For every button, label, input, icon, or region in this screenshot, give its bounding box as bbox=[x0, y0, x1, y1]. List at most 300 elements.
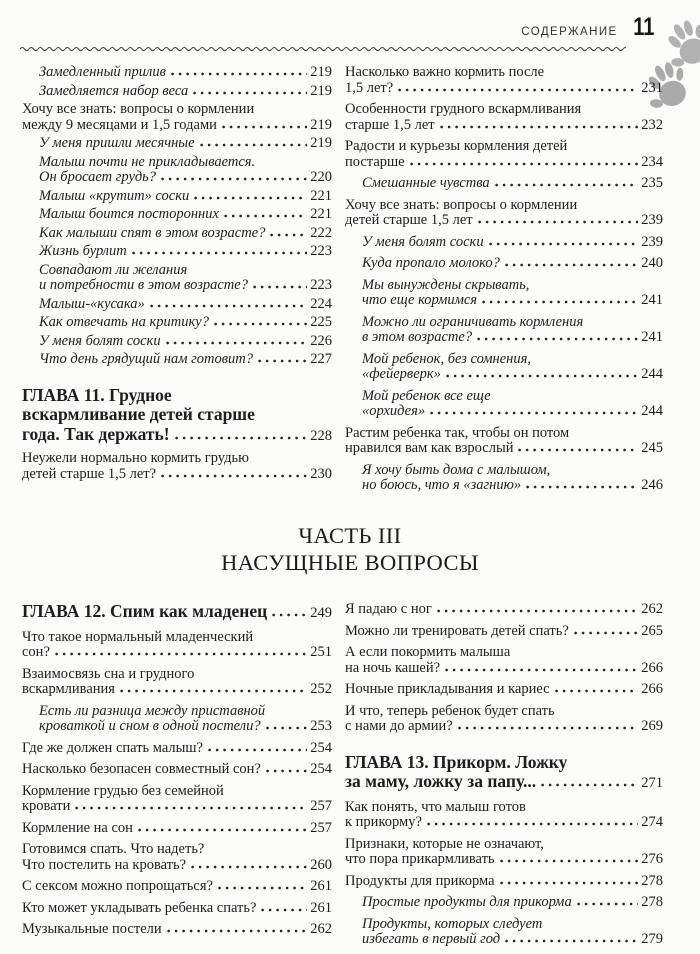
toc-section-top bbox=[22, 65, 663, 500]
toc-entry-text: Насколько важно кормить после bbox=[345, 64, 545, 80]
toc-entry bbox=[345, 426, 663, 457]
toc-entry-text: Хочу все знать: вопросы о кормлении bbox=[345, 196, 578, 213]
dot-leader bbox=[150, 304, 308, 308]
toc-page-number: 232 bbox=[641, 116, 663, 133]
toc-entry-line bbox=[362, 478, 663, 494]
dot-leader bbox=[175, 436, 308, 440]
toc-entry-text: Он бросает грудь? bbox=[39, 169, 157, 185]
wavy-divider bbox=[20, 45, 626, 53]
toc-page-number: 266 bbox=[641, 681, 663, 697]
toc-entry-text: за маму, ложку за папу... bbox=[345, 771, 537, 791]
toc-page-number: 239 bbox=[641, 212, 663, 228]
toc-entry bbox=[345, 235, 663, 251]
toc-entry-text: нравился вам как взрослый bbox=[345, 440, 514, 456]
toc-entry-line bbox=[22, 405, 332, 425]
toc-page-number: 269 bbox=[641, 718, 663, 734]
toc-page-number: 245 bbox=[641, 440, 663, 456]
toc-entry-line bbox=[345, 753, 663, 773]
toc-page-number: 276 bbox=[641, 851, 663, 867]
toc-entry-line bbox=[39, 719, 332, 735]
dot-leader bbox=[458, 726, 639, 730]
toc-entry-text: с нами до армии? bbox=[345, 718, 453, 734]
toc-page-number: 249 bbox=[310, 605, 332, 621]
dot-leader bbox=[574, 631, 638, 635]
toc-entry bbox=[345, 463, 663, 494]
dot-leader bbox=[193, 91, 307, 95]
toc-entry-text: вскармливания bbox=[22, 681, 115, 697]
toc-page-number: 261 bbox=[310, 899, 332, 916]
dot-leader bbox=[75, 806, 307, 810]
toc-entry-line bbox=[22, 799, 332, 815]
toc-entry-line bbox=[362, 895, 663, 911]
toc-entry-text: но боюсь, что я «загнию» bbox=[362, 477, 522, 493]
toc-page-number: 262 bbox=[641, 601, 663, 617]
toc-entry-line bbox=[345, 155, 663, 171]
toc-entry-text: Что день грядущий нам готовит? bbox=[39, 351, 254, 367]
dot-leader bbox=[445, 668, 638, 672]
toc-entry-text: Я хочу быть дома с малышом, bbox=[362, 461, 551, 478]
part-heading bbox=[0, 522, 700, 576]
toc-entry-text: Насколько безопасен совместный сон? bbox=[22, 761, 261, 777]
dot-leader bbox=[398, 88, 638, 92]
toc-entry-line bbox=[22, 762, 332, 778]
toc-entry-line bbox=[39, 315, 332, 331]
toc-entry-line bbox=[22, 102, 332, 118]
toc-page-number: 254 bbox=[310, 739, 332, 756]
toc-entry-line bbox=[22, 118, 332, 134]
toc-page-number: 221 bbox=[310, 187, 332, 204]
part-label: ЧАСТЬ III bbox=[298, 523, 402, 548]
toc-entry bbox=[345, 389, 663, 420]
toc-page-number: 223 bbox=[310, 243, 332, 259]
toc-entry bbox=[345, 176, 663, 192]
toc-page-number: 225 bbox=[310, 314, 332, 330]
toc-entry-line bbox=[22, 922, 332, 938]
toc-page-number: 240 bbox=[641, 255, 663, 271]
toc-entry-text: У меня пришли месячные bbox=[39, 135, 195, 151]
toc-entry bbox=[22, 315, 332, 331]
toc-page-number: 228 bbox=[310, 427, 332, 444]
toc-entry bbox=[345, 65, 663, 96]
toc-entry-line bbox=[362, 932, 663, 948]
dot-leader bbox=[430, 411, 638, 415]
toc-entry-line bbox=[22, 842, 332, 858]
toc-entry-line bbox=[345, 772, 663, 794]
toc-page-number: 279 bbox=[641, 931, 663, 947]
toc-entry bbox=[22, 297, 332, 313]
toc-entry bbox=[345, 800, 663, 831]
toc-entry-line bbox=[22, 741, 332, 757]
toc-entry bbox=[22, 226, 332, 242]
toc-entry-line bbox=[39, 297, 332, 313]
toc-entry-text: Простые продукты для прикорма bbox=[362, 894, 572, 910]
toc-page-number: 246 bbox=[641, 477, 663, 493]
toc-entry-text: на ночь кашей? bbox=[345, 659, 441, 676]
toc-entry-text: что пора прикармливать bbox=[345, 851, 495, 867]
toc-page-number: 227 bbox=[310, 351, 332, 367]
dot-leader bbox=[495, 183, 639, 187]
toc-entry-line bbox=[39, 278, 332, 294]
toc-entry-text: Мой ребенок, без сомнения, bbox=[362, 350, 531, 367]
dot-leader bbox=[253, 285, 307, 289]
toc-entry-line bbox=[362, 176, 663, 192]
toc-entry-text: ГЛАВА 11. Грудное bbox=[22, 384, 172, 405]
toc-entry-text: к прикорму? bbox=[345, 814, 422, 830]
toc-chapter-entry bbox=[22, 602, 332, 624]
toc-entry-text: избегать в первый год bbox=[362, 931, 501, 947]
toc-entry-text: ГЛАВА 13. Прикорм. Ложку bbox=[345, 751, 568, 772]
toc-entry-text: Кормление грудью без семейной bbox=[22, 782, 224, 799]
toc-entry-line bbox=[22, 784, 332, 800]
dot-leader bbox=[55, 652, 307, 656]
dot-leader bbox=[500, 859, 639, 863]
toc-entry-text: года. Так держать! bbox=[22, 423, 170, 444]
toc-entry-text: что еще кормимся bbox=[362, 292, 478, 308]
toc-page-number: 260 bbox=[310, 856, 332, 873]
toc-entry-text: Неужели нормально кормить грудью bbox=[22, 450, 249, 466]
toc-entry bbox=[345, 874, 663, 890]
toc-entry-text: Музыкальные постели bbox=[22, 921, 162, 937]
toc-entry bbox=[345, 352, 663, 383]
toc-entry-text: ГЛАВА 12. Спим как младенец bbox=[22, 601, 268, 621]
dot-leader bbox=[555, 689, 639, 693]
toc-page-number: 219 bbox=[310, 64, 332, 80]
toc-entry-line bbox=[39, 65, 332, 81]
toc-entry-text: Кормление на сон bbox=[22, 819, 133, 836]
toc-entry-line bbox=[345, 624, 663, 640]
toc-entry bbox=[345, 624, 663, 640]
toc-entry-line bbox=[362, 293, 663, 309]
toc-entry-line bbox=[22, 467, 332, 483]
toc-entry bbox=[22, 352, 332, 368]
dot-leader bbox=[266, 726, 308, 730]
toc-entry bbox=[345, 682, 663, 698]
toc-entry-line bbox=[39, 334, 332, 350]
toc-entry-line bbox=[345, 198, 663, 214]
dot-leader bbox=[500, 881, 639, 885]
toc-entry bbox=[345, 895, 663, 911]
toc-entry-text: А если покормить малыша bbox=[345, 644, 511, 660]
toc-entry-text: кроваткой и сном в одной постели? bbox=[39, 718, 261, 734]
toc-column-bottom-left bbox=[22, 602, 332, 954]
toc-entry bbox=[22, 334, 332, 350]
toc-entry-line bbox=[345, 661, 663, 677]
toc-entry-text: Куда пропало молоко? bbox=[362, 255, 500, 271]
dot-leader bbox=[218, 886, 307, 890]
toc-entry-line bbox=[22, 667, 332, 683]
dot-leader bbox=[200, 143, 308, 147]
dot-leader bbox=[161, 177, 307, 181]
toc-entry-line bbox=[345, 602, 663, 618]
toc-entry-text: Особенности грудного вскармливания bbox=[345, 101, 582, 117]
toc-page-number: 261 bbox=[310, 878, 332, 894]
toc-entry-line bbox=[22, 645, 332, 661]
toc-entry bbox=[22, 263, 332, 294]
toc-page-number: 234 bbox=[641, 153, 663, 170]
toc-entry-line bbox=[345, 852, 663, 868]
toc-entry-line bbox=[345, 645, 663, 661]
dot-leader bbox=[194, 196, 307, 200]
toc-page-number: 265 bbox=[641, 622, 663, 639]
dot-leader bbox=[132, 251, 308, 255]
toc-page-number: 244 bbox=[641, 366, 663, 382]
toc-entry bbox=[22, 879, 332, 895]
dot-leader bbox=[482, 300, 638, 304]
toc-entry-line bbox=[345, 139, 663, 155]
toc-page-number: 274 bbox=[641, 814, 663, 830]
toc-entry-text: И что, теперь ребенок будет спать bbox=[345, 702, 555, 719]
toc-page-number: 278 bbox=[641, 894, 663, 910]
toc-entry-text: Признаки, которые не означают, bbox=[345, 835, 544, 852]
toc-entry-text: Малыш-«кусака» bbox=[39, 295, 145, 312]
toc-entry-text: Можно ли тренировать детей спать? bbox=[345, 622, 569, 639]
toc-entry-line bbox=[39, 84, 332, 100]
toc-entry-line bbox=[345, 837, 663, 853]
toc-chapter-entry bbox=[22, 386, 332, 447]
toc-entry bbox=[22, 922, 332, 938]
toc-page-number: 244 bbox=[641, 403, 663, 419]
toc-entry-line bbox=[362, 389, 663, 405]
toc-entry-text: детей старше 1,5 лет? bbox=[22, 465, 157, 482]
toc-entry bbox=[345, 917, 663, 948]
dot-leader bbox=[167, 929, 308, 933]
toc-entry bbox=[22, 65, 332, 81]
dot-leader bbox=[272, 613, 307, 617]
toc-entry-line bbox=[345, 81, 663, 97]
toc-entry-line bbox=[39, 704, 332, 720]
toc-entry-text: Радости и курьезы кормления детей bbox=[345, 138, 568, 154]
page-number-display: 11 bbox=[632, 13, 654, 41]
toc-entry bbox=[345, 704, 663, 735]
toc-entry-line bbox=[362, 352, 663, 368]
dot-leader bbox=[526, 485, 638, 489]
dot-leader bbox=[258, 359, 307, 363]
toc-entry-line bbox=[362, 367, 663, 383]
toc-entry-line bbox=[345, 441, 663, 457]
toc-page-number: 235 bbox=[641, 175, 663, 191]
toc-page-number: 257 bbox=[310, 798, 332, 814]
dot-leader bbox=[437, 609, 638, 613]
toc-entry-text: Замедляется набор веса bbox=[39, 82, 189, 99]
toc-entry bbox=[22, 842, 332, 873]
toc-entry bbox=[345, 645, 663, 676]
toc-entry-text: Мы вынуждены скрывать, bbox=[362, 276, 530, 293]
dot-leader bbox=[489, 242, 639, 246]
toc-entry-line bbox=[362, 404, 663, 420]
toc-page-number: 253 bbox=[310, 718, 332, 734]
toc-entry bbox=[22, 244, 332, 260]
toc-entry bbox=[22, 189, 332, 205]
toc-entry-line bbox=[39, 170, 332, 186]
toc-entry-text: Ночные прикладывания и кариес bbox=[345, 681, 550, 697]
dot-leader bbox=[505, 939, 638, 943]
toc-entry-text: Малыш боится посторонних bbox=[39, 206, 219, 222]
toc-entry bbox=[345, 102, 663, 133]
dot-leader bbox=[427, 822, 638, 826]
toc-entry-text: Как отвечать на критику? bbox=[39, 314, 209, 330]
toc-entry-line bbox=[345, 800, 663, 816]
header-title: СОДЕРЖАНИЕ bbox=[521, 26, 618, 38]
toc-entry-line bbox=[345, 213, 663, 229]
dot-leader bbox=[446, 374, 638, 378]
dot-leader bbox=[440, 125, 639, 129]
dot-leader bbox=[138, 828, 307, 832]
toc-page-number: 254 bbox=[310, 761, 332, 777]
toc-column-top-right bbox=[345, 65, 663, 500]
toc-page-number: 220 bbox=[310, 169, 332, 185]
toc-entry-line bbox=[345, 65, 663, 81]
toc-entry-line bbox=[345, 719, 663, 735]
dot-leader bbox=[120, 689, 307, 693]
toc-entry bbox=[22, 784, 332, 815]
toc-entry-line bbox=[345, 102, 663, 118]
toc-entry-text: Смешанные чувства bbox=[362, 175, 490, 191]
toc-entry-text: Жизнь бурлит bbox=[39, 243, 127, 259]
toc-entry-text: Продукты для прикорма bbox=[345, 872, 495, 889]
toc-entry bbox=[345, 139, 663, 170]
toc-page-number: 230 bbox=[310, 465, 332, 482]
toc-entry-text: в этом возрасте? bbox=[362, 329, 473, 345]
toc-entry-line bbox=[22, 821, 332, 837]
toc-entry-text: «орхидея» bbox=[362, 403, 426, 419]
toc-entry bbox=[345, 602, 663, 618]
page-header bbox=[521, 13, 654, 42]
dot-leader bbox=[541, 783, 638, 787]
toc-entry-text: Где же должен спать малыш? bbox=[22, 739, 203, 756]
dot-leader bbox=[266, 769, 307, 773]
toc-entry-text: Что такое нормальный младенческий bbox=[22, 628, 254, 645]
toc-page-number: 266 bbox=[641, 659, 663, 676]
toc-entry-line bbox=[39, 189, 332, 205]
toc-entry bbox=[345, 837, 663, 868]
toc-entry bbox=[22, 630, 332, 661]
toc-entry-text: и потребности в этом возрасте? bbox=[39, 277, 248, 293]
dot-leader bbox=[410, 162, 639, 166]
toc-column-top-left bbox=[22, 65, 332, 500]
toc-entry-text: У меня болят соски bbox=[362, 233, 484, 250]
toc-entry-line bbox=[22, 425, 332, 447]
toc-entry-text: Малыш почти не прикладывается. bbox=[39, 153, 256, 170]
toc-entry-text: 1,5 лет? bbox=[345, 79, 394, 96]
toc-entry-line bbox=[22, 451, 332, 467]
dot-leader bbox=[171, 72, 307, 76]
toc-page-number: 251 bbox=[310, 644, 332, 660]
toc-section-bottom bbox=[22, 602, 663, 954]
toc-entry-line bbox=[362, 315, 663, 331]
toc-entry-text: детей старше 1,5 лет bbox=[345, 212, 473, 228]
dot-leader bbox=[270, 233, 307, 237]
toc-entry-text: вскармливание детей старше bbox=[22, 404, 255, 424]
toc-entry-line bbox=[22, 682, 332, 698]
toc-entry-line bbox=[22, 901, 332, 917]
toc-entry-text: Я падаю с ног bbox=[345, 601, 432, 617]
toc-entry-line bbox=[345, 704, 663, 720]
toc-entry-line bbox=[39, 136, 332, 152]
toc-entry-line bbox=[39, 244, 332, 260]
toc-entry-text: Совпадают ли желания bbox=[39, 261, 188, 278]
part-title: НАСУЩНЫЕ ВОПРОСЫ bbox=[221, 550, 479, 575]
toc-entry-line bbox=[345, 426, 663, 442]
toc-entry-line bbox=[345, 874, 663, 890]
toc-entry-text: Взаимосвязь сна и грудного bbox=[22, 665, 195, 682]
toc-entry-line bbox=[39, 226, 332, 242]
toc-entry bbox=[345, 315, 663, 346]
dot-leader bbox=[191, 865, 307, 869]
toc-entry-line bbox=[362, 463, 663, 479]
toc-entry-text: Растим ребенка так, чтобы он потом bbox=[345, 424, 570, 441]
toc-entry-line bbox=[362, 235, 663, 251]
toc-entry-text: Готовимся спать. Что надеть? bbox=[22, 841, 205, 857]
toc-entry bbox=[22, 102, 332, 133]
toc-entry-line bbox=[22, 858, 332, 874]
dot-leader bbox=[208, 748, 307, 752]
toc-entry-text: Можно ли ограничивать кормления bbox=[362, 313, 584, 330]
toc-entry-text: между 9 месяцами и 1,5 годами bbox=[22, 116, 217, 133]
toc-entry-text: кровати bbox=[22, 798, 71, 814]
dot-leader bbox=[477, 337, 638, 341]
toc-entry-text: «фейерверк» bbox=[362, 366, 441, 382]
dot-leader bbox=[161, 474, 307, 478]
toc-page-number: 219 bbox=[310, 135, 332, 151]
toc-entry-line bbox=[39, 352, 332, 368]
toc-entry-line bbox=[345, 118, 663, 134]
toc-page-number: 223 bbox=[310, 277, 332, 293]
toc-page-number: 239 bbox=[641, 233, 663, 250]
toc-page-number: 257 bbox=[310, 819, 332, 836]
toc-entry bbox=[22, 704, 332, 735]
toc-page-number: 219 bbox=[310, 116, 332, 133]
toc-page-number: 271 bbox=[641, 775, 663, 791]
toc-column-bottom-right bbox=[345, 602, 663, 954]
toc-chapter-entry bbox=[345, 753, 663, 794]
toc-entry bbox=[22, 155, 332, 186]
toc-entry bbox=[22, 821, 332, 837]
toc-page-number: 252 bbox=[310, 681, 332, 697]
toc-page-number: 224 bbox=[310, 295, 332, 312]
toc-entry-text: Как понять, что малыш готов bbox=[345, 798, 526, 815]
dot-leader bbox=[478, 220, 639, 224]
toc-entry-line bbox=[345, 815, 663, 831]
toc-entry-text: Продукты, которых следует bbox=[362, 915, 543, 932]
dot-leader bbox=[222, 125, 307, 129]
toc-entry-line bbox=[39, 263, 332, 279]
toc-entry-text: Что постелить на кровать? bbox=[22, 856, 187, 873]
dot-leader bbox=[166, 341, 308, 345]
toc-entry-line bbox=[362, 330, 663, 346]
toc-page-number: 222 bbox=[310, 224, 332, 241]
toc-entry bbox=[345, 256, 663, 272]
toc-entry-line bbox=[22, 630, 332, 646]
toc-entry-line bbox=[39, 207, 332, 223]
toc-entry-text: С сексом можно попрощаться? bbox=[22, 878, 213, 894]
toc-entry-text: Как малыши спят в этом возрасте? bbox=[39, 224, 266, 241]
toc-entry-text: постарше bbox=[345, 153, 405, 170]
dot-leader bbox=[577, 902, 639, 906]
dot-leader bbox=[518, 448, 638, 452]
toc-entry bbox=[22, 762, 332, 778]
toc-page-number: 278 bbox=[641, 872, 663, 889]
toc-page-number: 221 bbox=[310, 206, 332, 222]
toc-entry bbox=[22, 207, 332, 223]
toc-entry bbox=[22, 84, 332, 100]
toc-entry-line bbox=[362, 256, 663, 272]
toc-entry-line bbox=[22, 602, 332, 624]
toc-entry-text: Мой ребенок все еще bbox=[362, 387, 491, 404]
toc-entry-text: Есть ли разница между приставной bbox=[39, 702, 266, 719]
toc-entry-text: сон? bbox=[22, 644, 50, 660]
toc-entry-line bbox=[362, 917, 663, 933]
dot-leader bbox=[505, 263, 638, 267]
